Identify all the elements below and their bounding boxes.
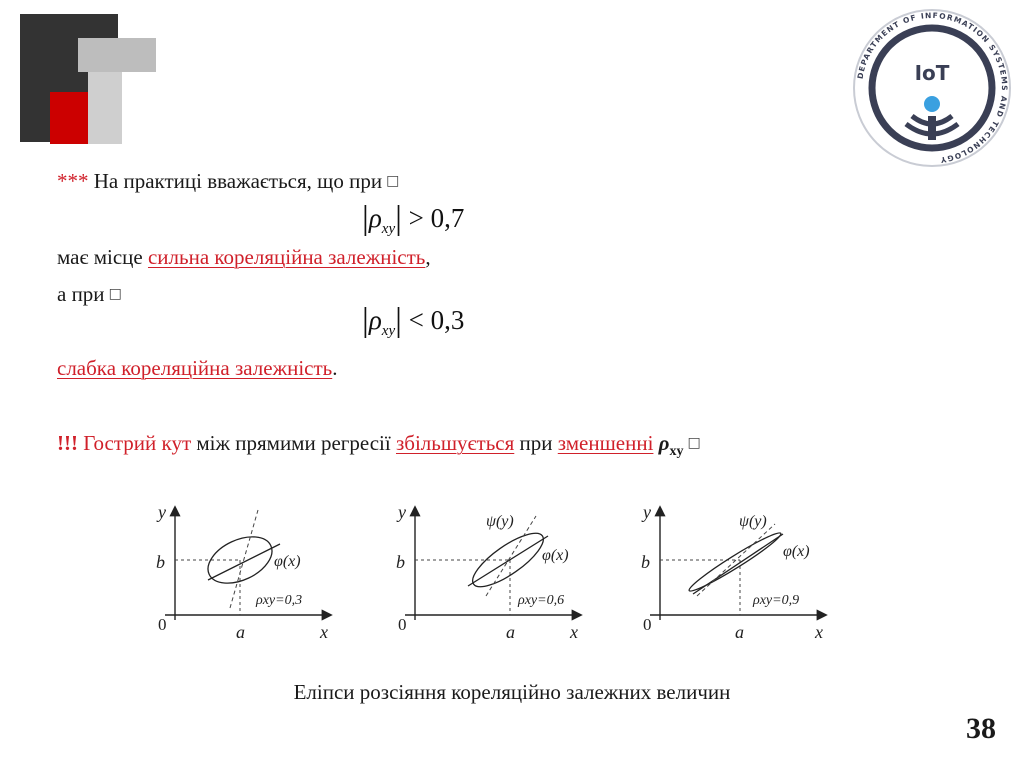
formula-threshold-2: < 0,3: [401, 305, 465, 335]
iot-department-logo: [850, 6, 1014, 170]
fig1-phi: φ(x): [274, 553, 301, 570]
figure-rho-0-9: [641, 502, 825, 642]
line2-prefix: має місце: [57, 245, 148, 269]
weak-correlation-link[interactable]: слабка кореляційна залежність: [57, 356, 333, 380]
fig1-a-label: a: [236, 622, 245, 642]
rho-subscript-2: xy: [381, 323, 396, 339]
fig1-x-label: x: [320, 622, 328, 642]
ft-logo: [20, 14, 160, 146]
fig3-y-label: y: [643, 502, 651, 522]
strong-correlation-link[interactable]: сильна кореляційна залежність: [147, 245, 426, 269]
line3-text: а при: [57, 282, 105, 306]
fig3-zero: 0: [643, 615, 652, 634]
fig2-psi: ψ(y): [486, 513, 514, 530]
fig2-y-label: y: [398, 502, 406, 522]
fig2-a-label: a: [506, 622, 515, 642]
figure-rho-0-6: [396, 502, 580, 642]
acute-angle-text: Гострий кут: [77, 431, 192, 455]
iot-ring-text: DEPARTMENT OF INFORMATION SYSTEMS AND TECHNOLOGY: [855, 10, 1010, 165]
fig3-psi: ψ(y): [739, 513, 767, 530]
figure-caption: Еліпси розсіяння кореляційно залежних величин: [293, 680, 731, 704]
iot-label: IoT: [914, 61, 950, 85]
strong-correlation-line: [57, 244, 431, 270]
placeholder-symbol-3: □: [687, 435, 701, 451]
figure-rho-0-3: [156, 502, 330, 642]
intro-text: На практиці вважається, що при: [88, 169, 383, 193]
regression-note-line: [57, 430, 701, 465]
rho-bold: ρ: [653, 431, 670, 455]
fig1-rho: ρxy=0,3: [256, 593, 303, 608]
weak-correlation-line: [57, 355, 338, 381]
weak-intro-line: [57, 281, 122, 307]
rho-symbol: ρ: [368, 203, 382, 233]
increases-link[interactable]: збільшується: [395, 431, 515, 455]
formula-weak: $|\rho_{xy}| < 0,3$: [362, 302, 465, 339]
fig3-rho: ρxy=0,9: [753, 593, 800, 608]
exclamation-marker: !!!: [57, 431, 78, 455]
fig2-b-label: b: [396, 552, 405, 572]
line5-mid: між прямими регресії: [191, 431, 396, 455]
fig1-y-label: y: [158, 502, 166, 522]
line4-suffix: .: [332, 356, 338, 380]
fig1-b-label: b: [156, 552, 165, 572]
fig3-b-label: b: [641, 552, 650, 572]
rho-symbol-2: ρ: [368, 305, 382, 335]
line5-mid2: при: [514, 431, 558, 455]
placeholder-symbol-2: □: [108, 286, 122, 302]
fig2-phi: φ(x): [542, 547, 569, 564]
fig2-x-label: x: [570, 622, 578, 642]
decrease-link[interactable]: зменшенні: [557, 431, 654, 455]
formula-threshold: > 0,7: [401, 203, 465, 233]
ellipse-figures: [140, 500, 840, 650]
fig2-zero: 0: [398, 615, 407, 634]
fig3-a-label: a: [735, 622, 744, 642]
page-number: 38: [966, 712, 996, 745]
svg-text:DEPARTMENT OF INFORMATION SYST: [856, 11, 1009, 165]
rho-subscript: xy: [381, 221, 396, 237]
placeholder-symbol: □: [386, 173, 400, 189]
fig1-zero: 0: [158, 615, 167, 634]
fig2-rho: ρxy=0,6: [518, 593, 565, 608]
formula-strong: $|\rho_{xy}| > 0,7$: [362, 200, 465, 237]
rho-bold-sub: xy: [669, 444, 684, 460]
fig3-x-label: x: [815, 622, 823, 642]
intro-line: [57, 168, 399, 194]
fig3-phi: φ(x): [783, 543, 810, 560]
stars-marker: ***: [57, 169, 89, 193]
line2-suffix: ,: [425, 245, 431, 269]
